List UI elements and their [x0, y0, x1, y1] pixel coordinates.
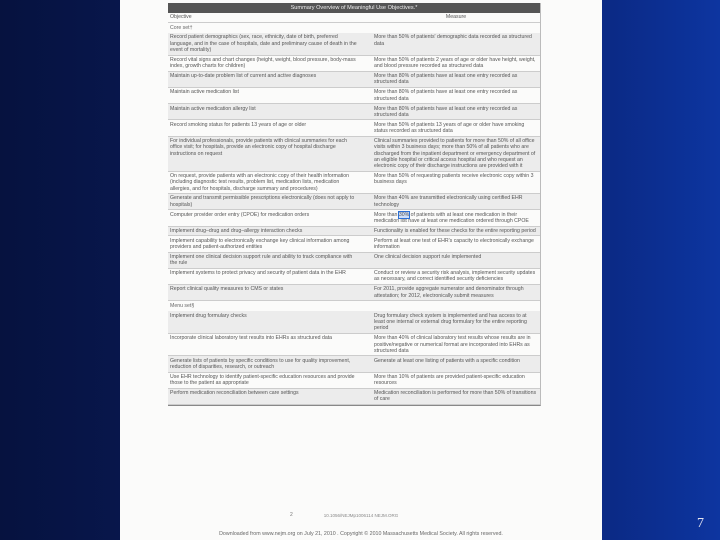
measure-cell: One clinical decision support rule implemented: [374, 253, 482, 260]
measure-text: of patients with at least one medication in their medication list have at least one medication ordered through CPOE: [374, 211, 529, 224]
table-row: [168, 137, 540, 172]
objective-cell: Report clinical quality measures to CMS or states: [170, 286, 284, 293]
objective-cell: For individual professionals, provide patients with clinical summaries for each office visit; for hospitals, provide an electronic copy of hospital discharge instructions on request: [170, 137, 348, 157]
objective-cell: Computer provider order entry (CPOE) for medication orders: [170, 211, 310, 218]
page-number: 2: [290, 512, 293, 518]
table-row: [168, 311, 540, 333]
objective-cell: Maintain up-to-date problem list of current and active diagnoses: [170, 73, 317, 80]
highlighted-text: 30%: [398, 211, 410, 218]
table-row: [168, 120, 540, 136]
table-row: [168, 72, 540, 88]
table-row: [168, 269, 540, 285]
measure-cell: Medication reconciliation is performed for more than 50% of transitions of care: [374, 390, 537, 403]
measure-cell: Drug formulary check system is implemented and has access to at least one internal or external drug formulary for the entire reporting period: [374, 312, 527, 332]
measure-cell: Clinical summaries provided to patients for more than 50% of all office visits within 3 business days; more than 50% of all patients who are discharged from the inpatient department or emergency department of an eligible hospital or critical access hospital and who request an electronic copy of their discharge instructions are provided with it: [374, 137, 536, 170]
objective-cell: Generate lists of patients by specific conditions to use for quality improvement, reduction of disparities, research, or outreach: [170, 357, 351, 371]
table-row: [168, 33, 540, 55]
table-row: [168, 104, 540, 120]
measure-cell: Functionality is enabled for these checks for the entire reporting period: [374, 227, 536, 234]
measure-cell: More than 80% of patients have at least one entry recorded as structured data: [374, 73, 518, 86]
measure-cell: More than 10% of patients are provided patient-specific education resources: [374, 373, 525, 387]
table-row: [168, 227, 540, 237]
objective-cell: Implement drug–drug and drug–allergy interaction checks: [170, 227, 303, 234]
core-set-label: Core set†: [170, 24, 193, 31]
measure-cell: More than 50% of requesting patients receive electronic copy within 3 business days: [374, 172, 534, 186]
table-row: [168, 356, 540, 372]
objective-cell: Maintain active medication list: [170, 89, 239, 96]
table-row: [168, 236, 540, 252]
menu-set-label: Menu set§: [170, 303, 195, 310]
table-row: [168, 373, 540, 389]
table-row: [168, 389, 540, 405]
download-footer: Downloaded from www.nejm.org on July 21, 2010 . Copyright © 2010 Massachusetts Medical Society. All rights reserved.: [219, 531, 503, 537]
measure-cell: More than 50% of patients 13 years of age or older have smoking status recorded as structured data: [374, 121, 525, 135]
document-page: [120, 0, 602, 540]
measure-cell: More than 80% of patients have at least one entry recorded as structured data: [374, 105, 518, 118]
measure-cell: More than 50% of patients' demographic data recorded as structured data: [374, 34, 532, 47]
table-header: [168, 13, 540, 23]
table-row: [168, 56, 540, 72]
objective-cell: Record vital signs and chart changes (height, weight, blood pressure, body-mass index, growth charts for children): [170, 56, 356, 70]
objective-cell: Implement systems to protect privacy and security of patient data in the EHR: [170, 270, 346, 277]
doi-line: 10.1056/NEJMp1006114 NEJM.ORG: [323, 513, 399, 518]
objective-cell: On request, provide patients with an electronic copy of their health information (including diagnostic test results, problem list, medication lists, medication allergies, and for hospitals, discharge summary and procedures): [170, 172, 350, 192]
table-title: Summary Overview of Meaningful Use Objectives.*: [168, 3, 540, 13]
meaningful-use-table: [168, 3, 541, 406]
measure-cell: For 2011, provide aggregate numerator and denominator through attestation; for 2012, electronically submit measures: [374, 286, 524, 299]
objective-cell: Implement drug formulary checks: [170, 312, 247, 319]
table-row: [168, 88, 540, 104]
measure-cell: Generate at least one listing of patients with a specific condition: [374, 357, 520, 364]
measure-cell: Perform at least one test of EHR's capacity to electronically exchange information: [374, 237, 534, 251]
table-row: [168, 334, 540, 356]
slide-number: 7: [697, 516, 704, 531]
objective-cell: Record smoking status for patients 13 years of age or older: [170, 121, 307, 128]
table-row: [168, 172, 540, 194]
objective-cell: Incorporate clinical laboratory test results into EHRs as structured data: [170, 335, 333, 342]
table-row: [168, 194, 540, 210]
table-row: [168, 253, 540, 269]
measure-cell: More than 40% are transmitted electronically using certified EHR technology: [374, 195, 523, 208]
header-measure: Measure: [445, 14, 467, 21]
measure-cell: More than 40% of clinical laboratory test results whose results are in positive/negative or numerical format are incorporated into EHRs as structured data: [374, 335, 531, 354]
table-row: [168, 285, 540, 301]
header-objective: Objective: [170, 14, 192, 21]
measure-cell: Conduct or review a security risk analysis, implement security updates as necessary, and correct identified security deficiencies: [374, 270, 536, 283]
objective-cell: Maintain active medication allergy list: [170, 105, 256, 112]
table-row: [168, 210, 540, 226]
measure-cell: [368, 212, 538, 225]
objective-cell: Perform medication reconciliation between care settings: [170, 390, 299, 397]
measure-text: More than: [374, 211, 399, 218]
objective-cell: Implement one clinical decision support rule and ability to track compliance with the rule: [170, 253, 353, 267]
objective-cell: Use EHR technology to identify patient-specific education resources and provide those to the patient as appropriate: [170, 373, 355, 387]
objective-cell: Generate and transmit permissible prescriptions electronically (does not apply to hospitals): [170, 195, 355, 208]
measure-cell: More than 80% of patients have at least one entry recorded as structured data: [374, 89, 518, 102]
objective-cell: Record patient demographics (sex, race, ethnicity, date of birth, preferred language, and in the case of hospitals, date and preliminary cause of death in the event of mortality): [170, 34, 357, 54]
objective-cell: Implement capability to electronically exchange key clinical information among providers and patient-authorized entities: [170, 237, 350, 251]
measure-cell: More than 50% of patients 2 years of age or older have height, weight, and blood pressure recorded as structured data: [374, 56, 536, 70]
